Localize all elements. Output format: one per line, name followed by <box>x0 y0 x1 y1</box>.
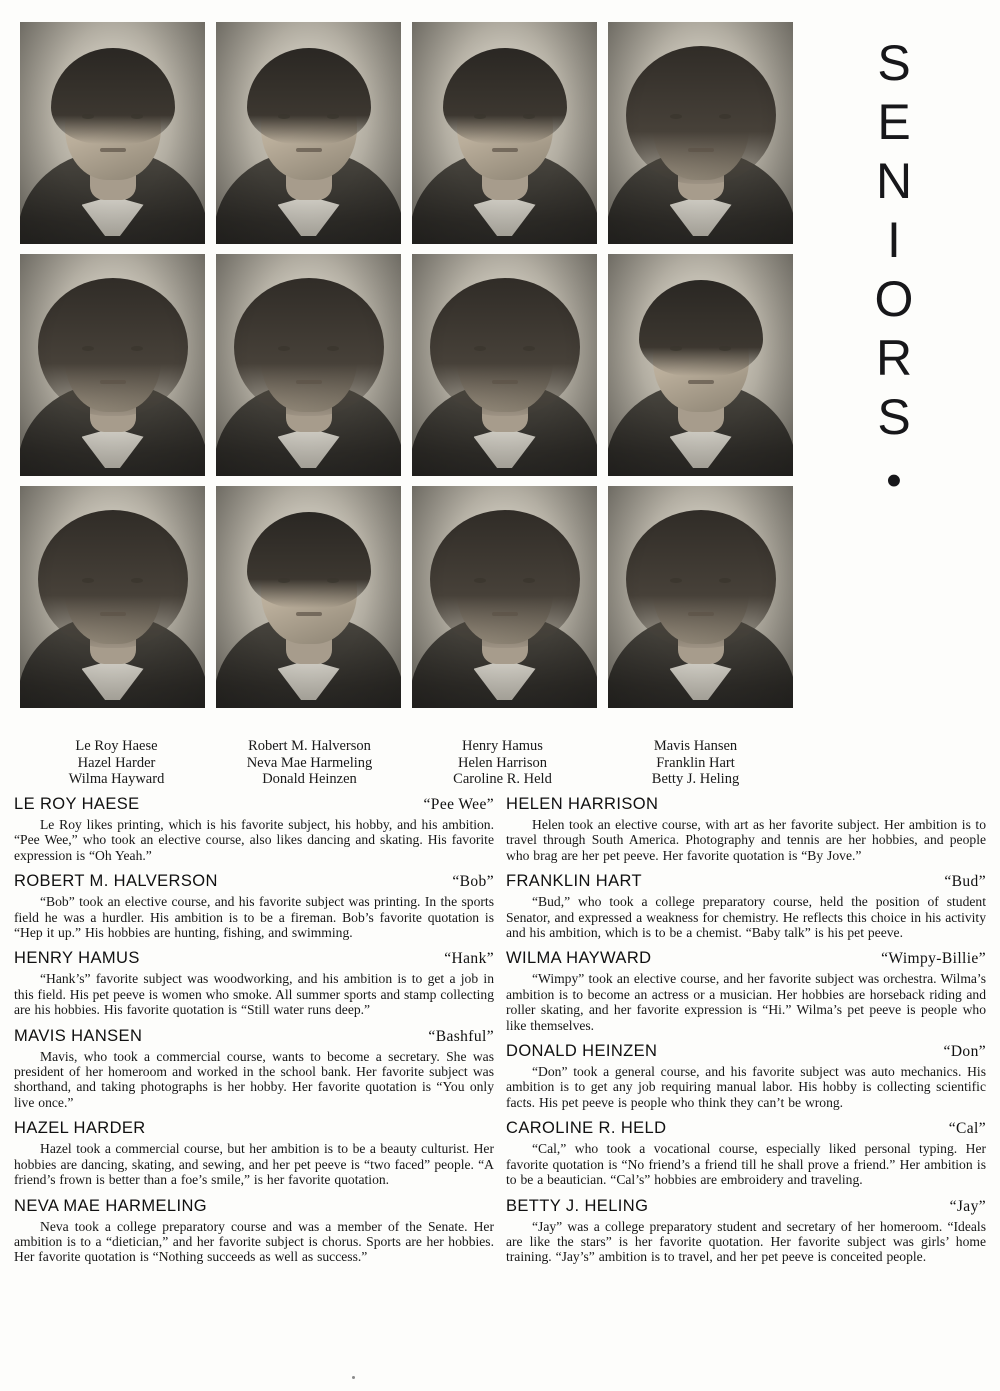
caption-column <box>406 738 599 788</box>
portrait-name: Wilma Hayward <box>68 771 165 788</box>
senior-portrait <box>216 254 401 476</box>
senior-biography-entry <box>14 795 494 863</box>
senior-portrait <box>412 486 597 708</box>
seniors-letter: E <box>877 94 911 150</box>
biography-header <box>506 795 986 814</box>
portrait-name: Betty J. Heling <box>651 771 740 788</box>
biography-name: BETTY J. HELING <box>506 1196 649 1215</box>
senior-biography-entry <box>506 872 986 940</box>
biography-nickname: “Cal” <box>948 1120 986 1138</box>
seniors-letter: N <box>875 153 913 209</box>
biography-text: “Wimpy” took an elective course, and her favorite subject was orchestra. Wilma’s ambition is to become an actress or a musician. Her hobbies are horseback riding and roller skating, and her favorite expression is “Hi.” Wilma’s pet peeve is people who like themselves. <box>506 971 986 1033</box>
seniors-vertical-heading <box>834 34 954 505</box>
portrait-name: Franklin Hart <box>656 754 735 771</box>
biography-nickname: “Don” <box>943 1043 986 1061</box>
senior-portrait <box>608 254 793 476</box>
biography-text: Le Roy likes printing, which is his favorite subject, his hobby, and his ambition. “Pee Wee,” who took an elective course, also likes dancing and skating. His favorite expression is “Oh Yeah.” <box>14 817 494 863</box>
biography-column-left <box>14 795 494 1380</box>
senior-portrait <box>216 486 401 708</box>
page-speck <box>352 1376 355 1379</box>
senior-biography-entry <box>14 949 494 1017</box>
biography-header <box>14 1197 494 1216</box>
portrait-name: Robert M. Halverson <box>248 738 371 754</box>
biography-text: Helen took an elective course, with art as her favorite subject. Her ambition is to travel through South America. Photography and tennis are her hobbies, and people who brag are her pet peeve. Her favorite quotation is “By Jove.” <box>506 817 986 863</box>
biography-header <box>14 872 494 891</box>
biography-name: NEVA MAE HARMELING <box>14 1196 208 1215</box>
biography-text: “Bob” took an elective course, and his favorite subject was printing. In the sports field he was a hurdler. His ambition is to be a fireman. Bob’s favorite quotation is “Hep it up.” His hobbies are hunting, fishing, and swimming. <box>14 894 494 941</box>
senior-biography-entry <box>14 872 494 940</box>
biography-header <box>506 949 986 968</box>
biography-name: WILMA HAYWARD <box>506 949 652 968</box>
biography-text: “Bud,” who took a college preparatory course, held the position of student Senator, and expressed a weakness for chemistry. He reflects this choice in his activity and his ambition, which is to be a chemist. “Baby talk” is his pet peeve. <box>506 894 986 941</box>
senior-biography-entry <box>506 949 986 1033</box>
biography-name: HELEN HARRISON <box>506 795 659 813</box>
biography-name: HAZEL HARDER <box>14 1119 146 1138</box>
senior-biography-entry <box>506 1119 986 1187</box>
portrait-caption-block <box>20 738 792 788</box>
caption-column <box>213 738 406 788</box>
biography-name: LE ROY HAESE <box>14 795 140 813</box>
senior-portrait <box>20 254 205 476</box>
biography-name: CAROLINE R. HELD <box>506 1119 667 1138</box>
portrait-name: Mavis Hansen <box>653 738 738 754</box>
biography-name: DONALD HEINZEN <box>506 1042 658 1061</box>
biography-nickname: “Hank” <box>444 950 494 968</box>
caption-column <box>599 738 792 788</box>
seniors-letter: O <box>874 271 914 327</box>
seniors-bullet: • <box>886 456 902 505</box>
senior-portrait <box>216 22 401 244</box>
biography-text: Mavis, who took a commercial course, wants to become a secretary. She was president of her homeroom and worked in the school bank. Her favorite subject was shorthand, and taking photographs is her hobby. Her favorite quotation is “You only live once.” <box>14 1048 494 1110</box>
senior-portrait <box>20 486 205 708</box>
biography-nickname: “Bob” <box>452 873 494 891</box>
biography-header <box>506 1042 986 1061</box>
senior-portrait <box>608 486 793 708</box>
senior-biography-entry <box>14 1027 494 1111</box>
portrait-name: Hazel Harder <box>77 754 156 771</box>
biography-text: “Cal,” who took a vocational course, especially liked personal typing. Her favorite quotation is “No friend’s a friend till he shall prove a friend.” Her ambition is to be a beautician. “Cal’s” hobbies are embroidery and traveling. <box>506 1141 986 1188</box>
portrait-name: Donald Heinzen <box>262 771 357 788</box>
biography-header <box>506 872 986 891</box>
biography-header <box>14 1027 494 1046</box>
senior-biography-entry <box>506 1197 986 1265</box>
seniors-letter: I <box>887 212 901 268</box>
senior-biography-entry <box>506 795 986 863</box>
biography-nickname: “Pee Wee” <box>423 796 494 813</box>
portrait-name: Caroline R. Held <box>453 771 552 788</box>
portrait-name: Neva Mae Harmeling <box>246 754 373 771</box>
seniors-letter: R <box>875 330 913 386</box>
senior-portrait <box>412 254 597 476</box>
biography-text: “Don” took a general course, and his favorite subject was auto mechanics. His ambition is to get any job requiring manual labor. His hobby is collecting scientific facts. His pet peeve is people who think they can’t be wrong. <box>506 1064 986 1110</box>
biography-header <box>14 1119 494 1138</box>
biography-nickname: “Jay” <box>949 1197 986 1215</box>
portrait-name: Helen Harrison <box>458 754 547 771</box>
senior-biography-entry <box>14 1197 494 1265</box>
biography-header <box>14 949 494 968</box>
senior-biography-entry <box>14 1119 494 1187</box>
senior-portrait-grid <box>20 22 792 708</box>
senior-portrait <box>412 22 597 244</box>
biography-text: “Hank’s” favorite subject was woodworking, and his ambition is to get a job in this field. His pet peeve is women who smoke. All summer sports and stamp collecting are his hobbies. His favorite quotation is “Still water runs deep.” <box>14 971 494 1018</box>
biography-text: “Jay” was a college preparatory student and secretary of her homeroom. “Ideals are like the stars” is her favorite quotation. Her favorite subject was girls’ home training. “Jay’s” ambition is to travel, and her pet peeve is conceited people. <box>506 1218 986 1265</box>
portrait-name: Henry Hamus <box>462 738 543 754</box>
biography-header <box>506 1119 986 1138</box>
biography-text: Neva took a college preparatory course and was a member of the Senate. Her ambition is to a “dietician,” and her favorite subject is chorus. Sports are her hobbies. Her favorite quotation is “Nothing succeeds as well as success.” <box>14 1218 494 1265</box>
biography-text: Hazel took a commercial course, but her ambition is to be a beauty culturist. Her hobbies are dancing, skating, and sewing, and her pet peeve is “two faced” people. “A friend’s frown is better than a foe’s smile,” is her favorite quotation. <box>14 1141 494 1188</box>
biography-name: FRANKLIN HART <box>506 872 642 891</box>
seniors-letter: S <box>877 389 911 445</box>
biography-column-right <box>506 795 986 1380</box>
biography-header <box>14 795 494 814</box>
portrait-name: Le Roy Haese <box>75 738 158 754</box>
biography-name: MAVIS HANSEN <box>14 1026 143 1045</box>
biography-nickname: “Bashful” <box>428 1027 494 1045</box>
caption-column <box>20 738 213 788</box>
senior-biography-entry <box>506 1042 986 1110</box>
biography-name: ROBERT M. HALVERSON <box>14 872 218 891</box>
senior-portrait <box>20 22 205 244</box>
biography-name: HENRY HAMUS <box>14 949 140 968</box>
biography-columns <box>14 795 986 1380</box>
seniors-letter: S <box>877 35 911 91</box>
biography-nickname: “Wimpy-Billie” <box>881 950 986 968</box>
biography-header <box>506 1197 986 1216</box>
biography-nickname: “Bud” <box>944 873 986 891</box>
senior-portrait <box>608 22 793 244</box>
